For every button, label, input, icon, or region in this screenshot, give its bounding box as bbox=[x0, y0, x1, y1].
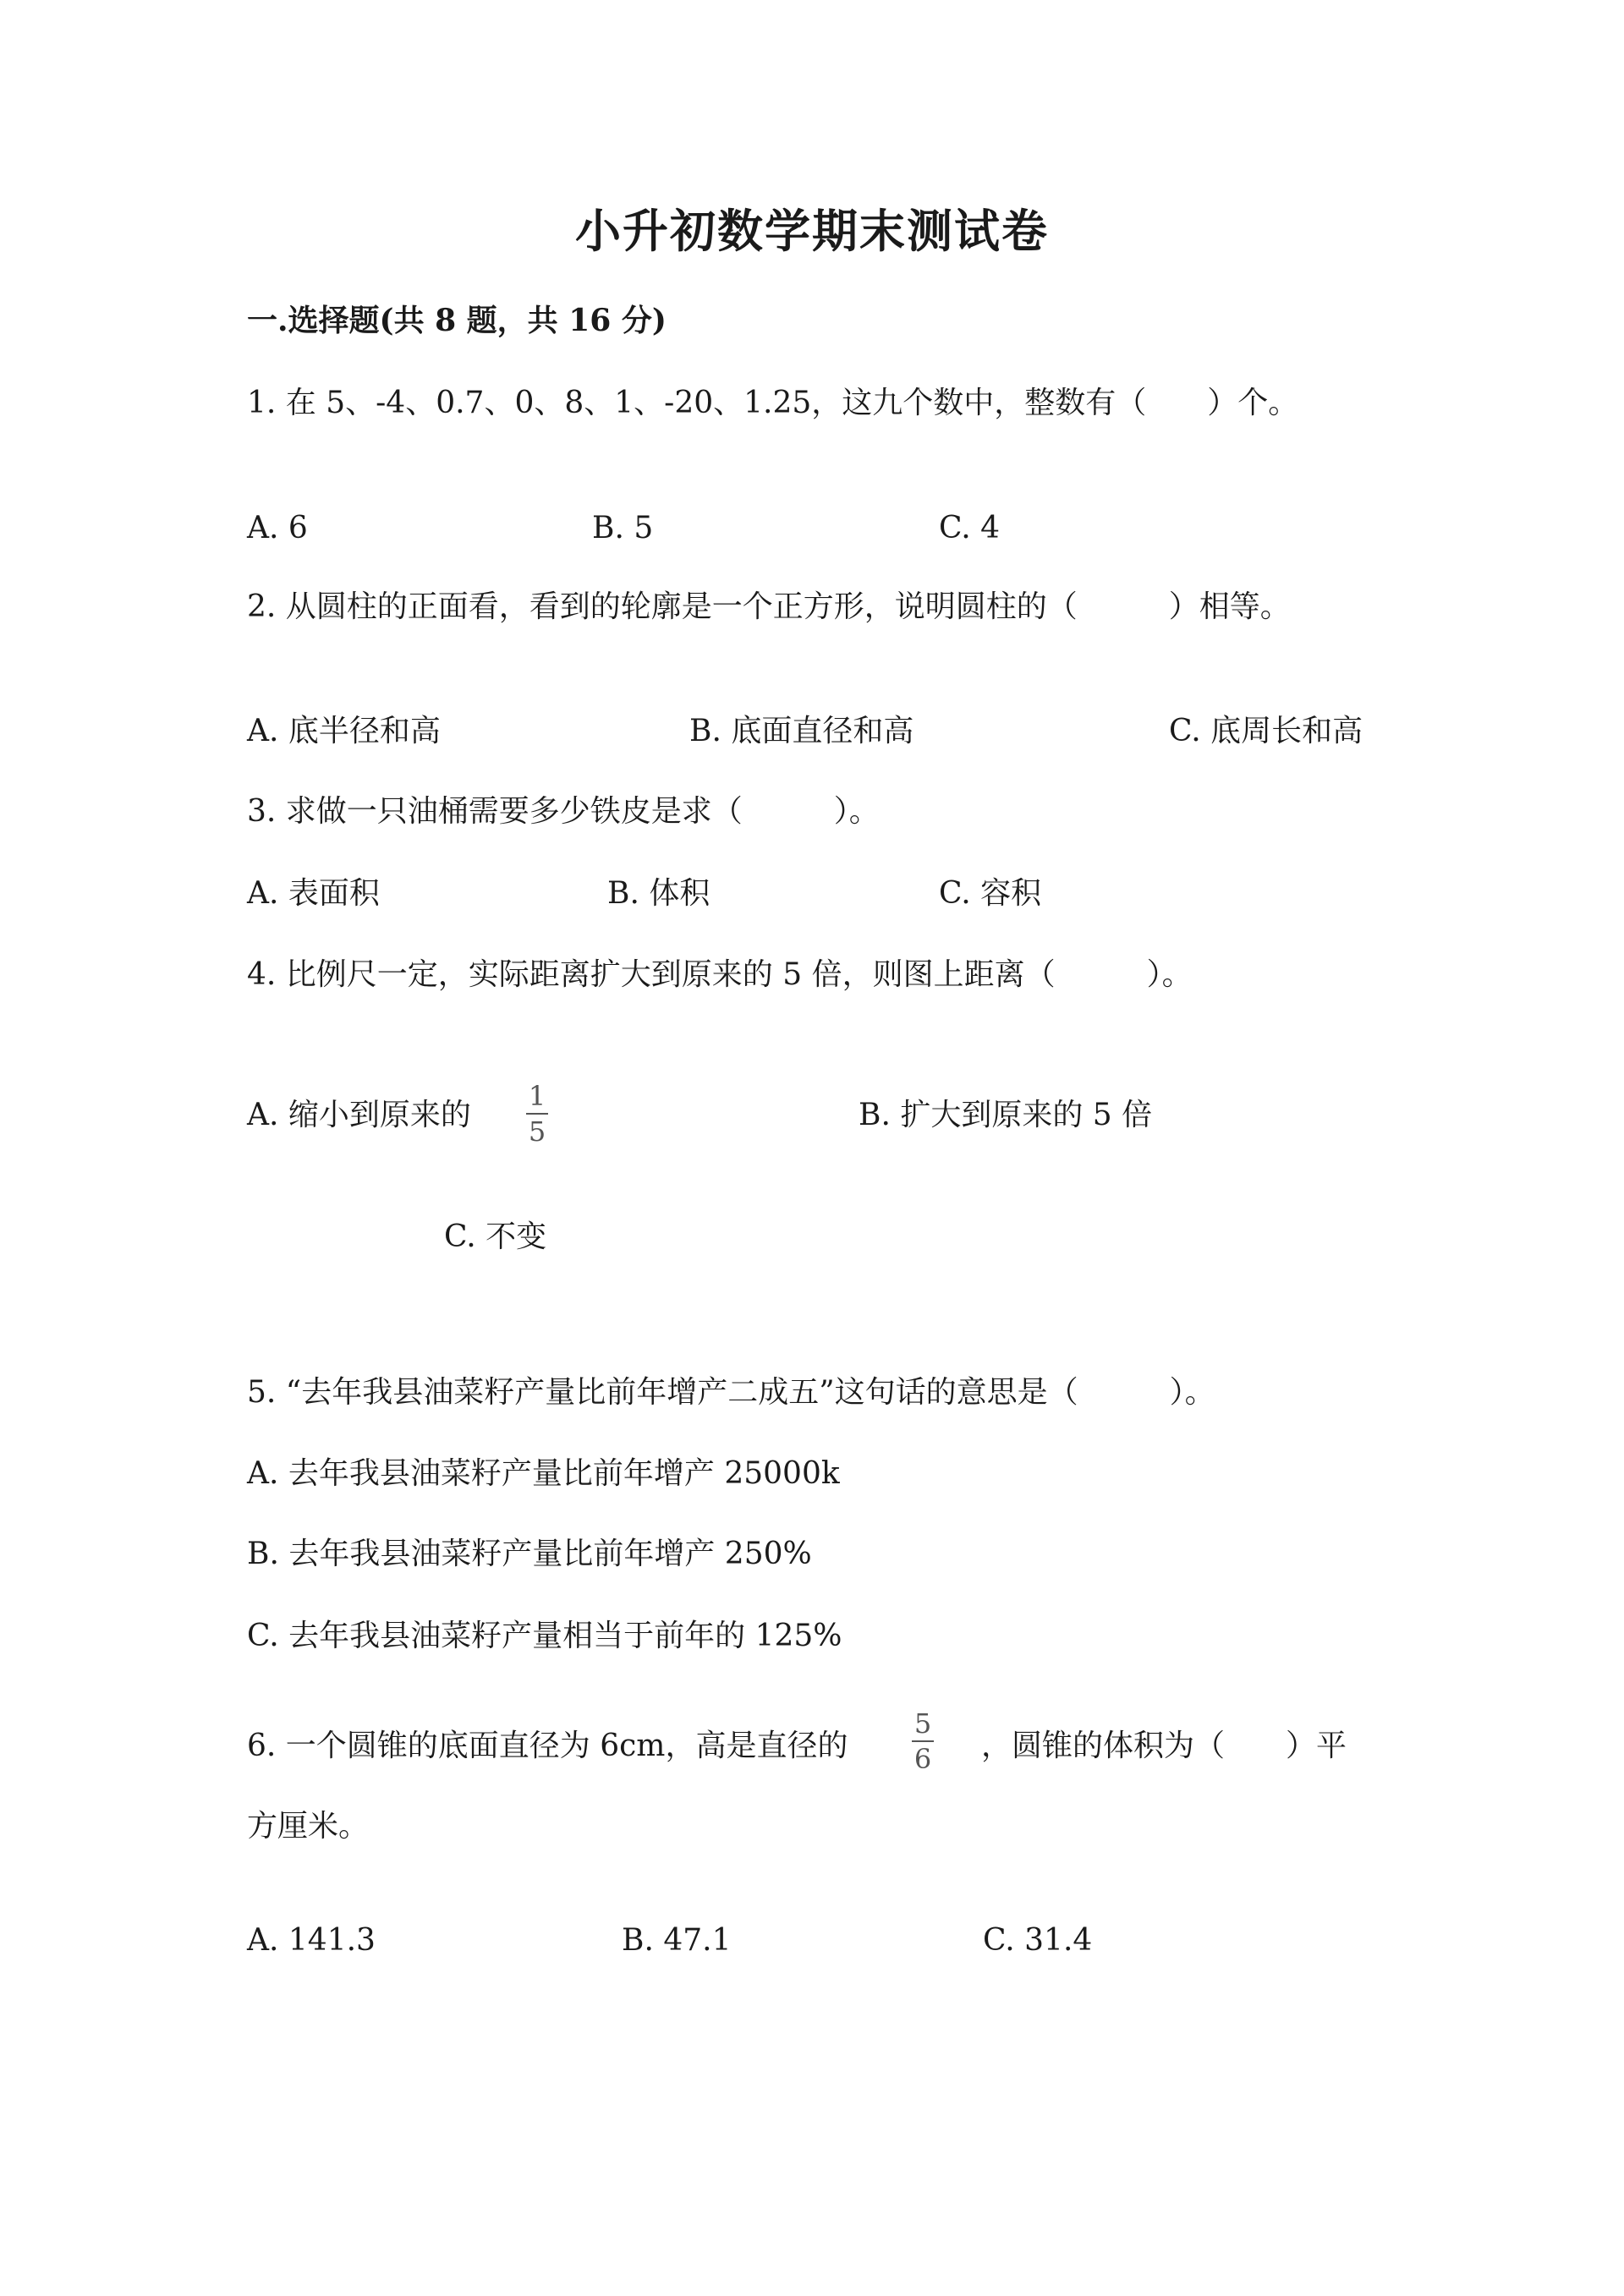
question-6-option-c[interactable]: C. 31.4 bbox=[983, 1923, 1093, 1958]
question-4-fraction bbox=[526, 1081, 548, 1147]
question-4-option-b[interactable]: B. 扩大到原来的 5 倍 bbox=[859, 1098, 1153, 1132]
section-heading: 一.选择题(共 8 题，共 16 分) bbox=[247, 303, 667, 338]
question-6-stem-part-1: 6. 一个圆锥的底面直径为 6cm，高是直径的 bbox=[247, 1729, 848, 1763]
question-1-option-b[interactable]: B. 5 bbox=[592, 511, 654, 545]
question-1-option-c[interactable]: C. 4 bbox=[939, 511, 1001, 545]
question-5-option-c[interactable]: C. 去年我县油菜籽产量相当于前年的 125% bbox=[247, 1619, 842, 1653]
question-6-stem-part-2: ，圆锥的体积为（ ）平 bbox=[981, 1729, 1347, 1763]
question-5-stem: 5. “去年我县油菜籽产量比前年增产二成五”这句话的意思是（ ）。 bbox=[247, 1375, 1215, 1410]
question-3-stem: 3. 求做一只油桶需要多少铁皮是求（ ）。 bbox=[247, 794, 880, 829]
question-5-option-b[interactable]: B. 去年我县油菜籽产量比前年增产 250% bbox=[247, 1537, 812, 1571]
question-4-option-a[interactable]: A. 缩小到原来的 bbox=[247, 1098, 471, 1132]
fraction-denominator: 5 bbox=[528, 1115, 546, 1148]
question-1-stem: 1. 在 5、-4、0.7、0、8、1、-20、1.25，这九个数中，整数有（ ）个。 bbox=[247, 386, 1299, 420]
question-1-option-a[interactable]: A. 6 bbox=[247, 511, 308, 545]
question-2-stem: 2. 从圆柱的正面看，看到的轮廓是一个正方形，说明圆柱的（ ）相等。 bbox=[247, 589, 1291, 624]
page-title: 小升初数学期末测试卷 bbox=[575, 204, 1049, 258]
question-3-option-c[interactable]: C. 容积 bbox=[939, 876, 1042, 911]
fraction-numerator: 5 bbox=[914, 1707, 932, 1740]
fraction-numerator: 1 bbox=[528, 1080, 546, 1112]
question-3-option-b[interactable]: B. 体积 bbox=[607, 876, 710, 911]
question-2-option-c[interactable]: C. 底周长和高 bbox=[1169, 714, 1363, 748]
question-6-fraction bbox=[912, 1708, 934, 1774]
question-3-option-a[interactable]: A. 表面积 bbox=[247, 876, 380, 911]
question-6-stem-part-3: 方厘米。 bbox=[247, 1809, 370, 1844]
fraction-bar bbox=[912, 1740, 934, 1742]
question-4-option-c[interactable]: C. 不变 bbox=[444, 1219, 547, 1254]
fraction-bar bbox=[526, 1113, 548, 1115]
question-2-option-a[interactable]: A. 底半径和高 bbox=[247, 714, 441, 748]
question-6-option-a[interactable]: A. 141.3 bbox=[247, 1923, 376, 1958]
fraction-denominator: 6 bbox=[914, 1743, 932, 1775]
question-5-option-a[interactable]: A. 去年我县油菜籽产量比前年增产 25000k bbox=[247, 1456, 840, 1491]
question-2-option-b[interactable]: B. 底面直径和高 bbox=[689, 714, 914, 748]
question-4-stem: 4. 比例尺一定，实际距离扩大到原来的 5 倍，则图上距离（ ）。 bbox=[247, 957, 1193, 992]
question-6-option-b[interactable]: B. 47.1 bbox=[622, 1923, 732, 1958]
